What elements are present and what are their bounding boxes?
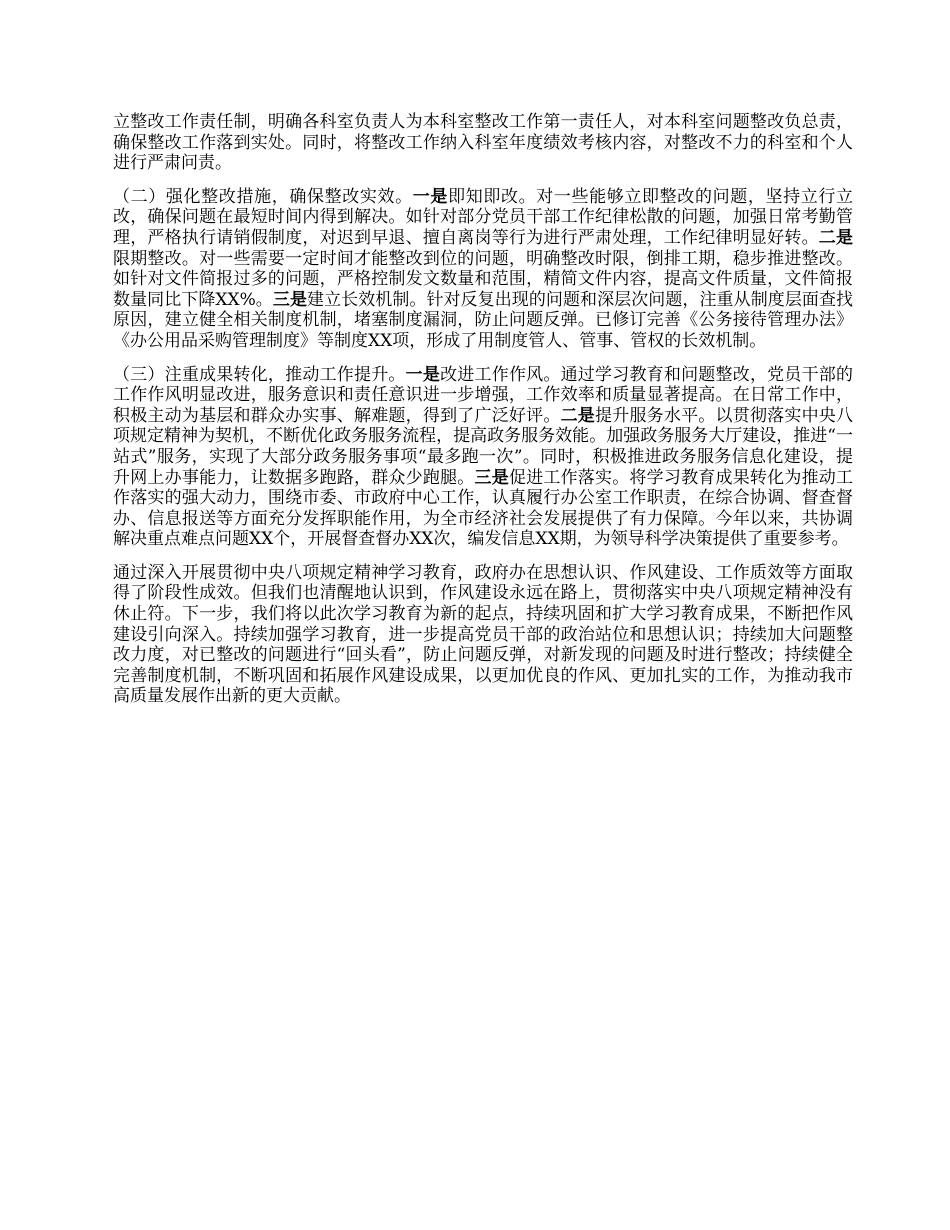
paragraph-rectification-measures	[113, 187, 853, 352]
paragraph-text: 即知即改。对一些能够立即整改的问题，坚持立行立改，确保问题在最短时间内得到解决。如针对部分党员干部工作纪律松散的问题，加强日常考勤管理，严格执行请销假制度，对迟到早退、擅自离岗等行为进行严肃处理，工作纪律明显好转。	[113, 186, 854, 248]
lead-third: 三是	[272, 289, 308, 310]
paragraph-text: 通过深入开展贯彻中央八项规定精神学习教育，政府办在思想认识、作风建设、工作质效等方面取得了阶段性成效。但我们也清醒地认识到，作风建设永远在路上，贯彻落实中央八项规定精神没有休止符。下一步，我们将以此次学习教育为新的起点，持续巩固和扩大学习教育成果，不断把作风建设引向深入。持续加强学习教育，进一步提高党员干部的政治站位和思想认识；持续加大问题整改力度，对已整改的问题进行“回头看”，防止问题反弹，对新发现的问题及时进行整改；持续健全完善制度机制，不断巩固和拓展作风建设成果，以更加优良的作风、更加扎实的工作，为推动我市高质量发展作出新的更大贡献。	[113, 562, 853, 707]
paragraph-results-conversion	[113, 365, 853, 550]
paragraph-text: 限期整改。对一些需要一定时间才能整改到位的问题，明确整改时限，倒排工期，稳步推进整改。如针对文件简报过多的问题，严格控制发文数量和范围，精简文件内容，提高文件质量，文件简报数量同比下降XX%。	[113, 248, 853, 310]
lead-second: 二是	[560, 405, 596, 426]
paragraph-conclusion	[113, 563, 853, 707]
section-heading: （二）强化整改措施，确保整改实效。	[113, 186, 413, 207]
paragraph-text: 建立长效机制。针对反复出现的问题和深层次问题，注重从制度层面查找原因，建立健全相关制度机制，堵塞制度漏洞，防止问题反弹。已修订完善《公务接待管理办法》《办公用品采购管理制度》等制度XX项，形成了用制度管人、管事、管权的长效机制。	[113, 289, 854, 351]
paragraph-text: 立整改工作责任制，明确各科室负责人为本科室整改工作第一责任人，对本科室问题整改负总责，确保整改工作落到实处。同时，将整改工作纳入科室年度绩效考核内容，对整改不力的科室和个人进行严肃问责。	[113, 112, 853, 174]
document-body	[113, 112, 853, 720]
paragraph-text: 改进工作作风。通过学习教育和问题整改，党员干部的工作作风明显改进，服务意识和责任意识进一步增强，工作效率和质量显著提高。在日常工作中，积极主动为基层和群众办实事、解难题，得到了广泛好评。	[113, 364, 854, 426]
section-heading: （三）注重成果转化，推动工作提升。	[113, 364, 406, 385]
lead-first: 一是	[412, 186, 449, 207]
lead-second: 二是	[818, 227, 854, 248]
lead-first: 一是	[405, 364, 441, 385]
lead-third: 三是	[474, 467, 509, 488]
paragraph-text: 提升服务水平。以贯彻落实中央八项规定精神为契机，不断优化政务服务流程，提高政务服务效能。加强政务服务大厅建设，推进“一站式”服务，实现了大部分政务服务事项“最多跑一次”。同时，积极推进政务服务信息化建设，提升网上办事能力，让数据多跑路，群众少跑腿。	[113, 405, 854, 488]
paragraph-responsibility	[113, 112, 853, 174]
paragraph-text: 促进工作落实。将学习教育成果转化为推动工作落实的强大动力，围绕市委、市政府中心工作，认真履行办公室工作职责，在综合协调、督查督办、信息报送等方面充分发挥职能作用，为全市经济社会发展提供了有力保障。今年以来，共协调解决重点难点问题XX个，开展督查督办XX次，编发信息XX期，为领导科学决策提供了重要参考。	[113, 467, 854, 550]
